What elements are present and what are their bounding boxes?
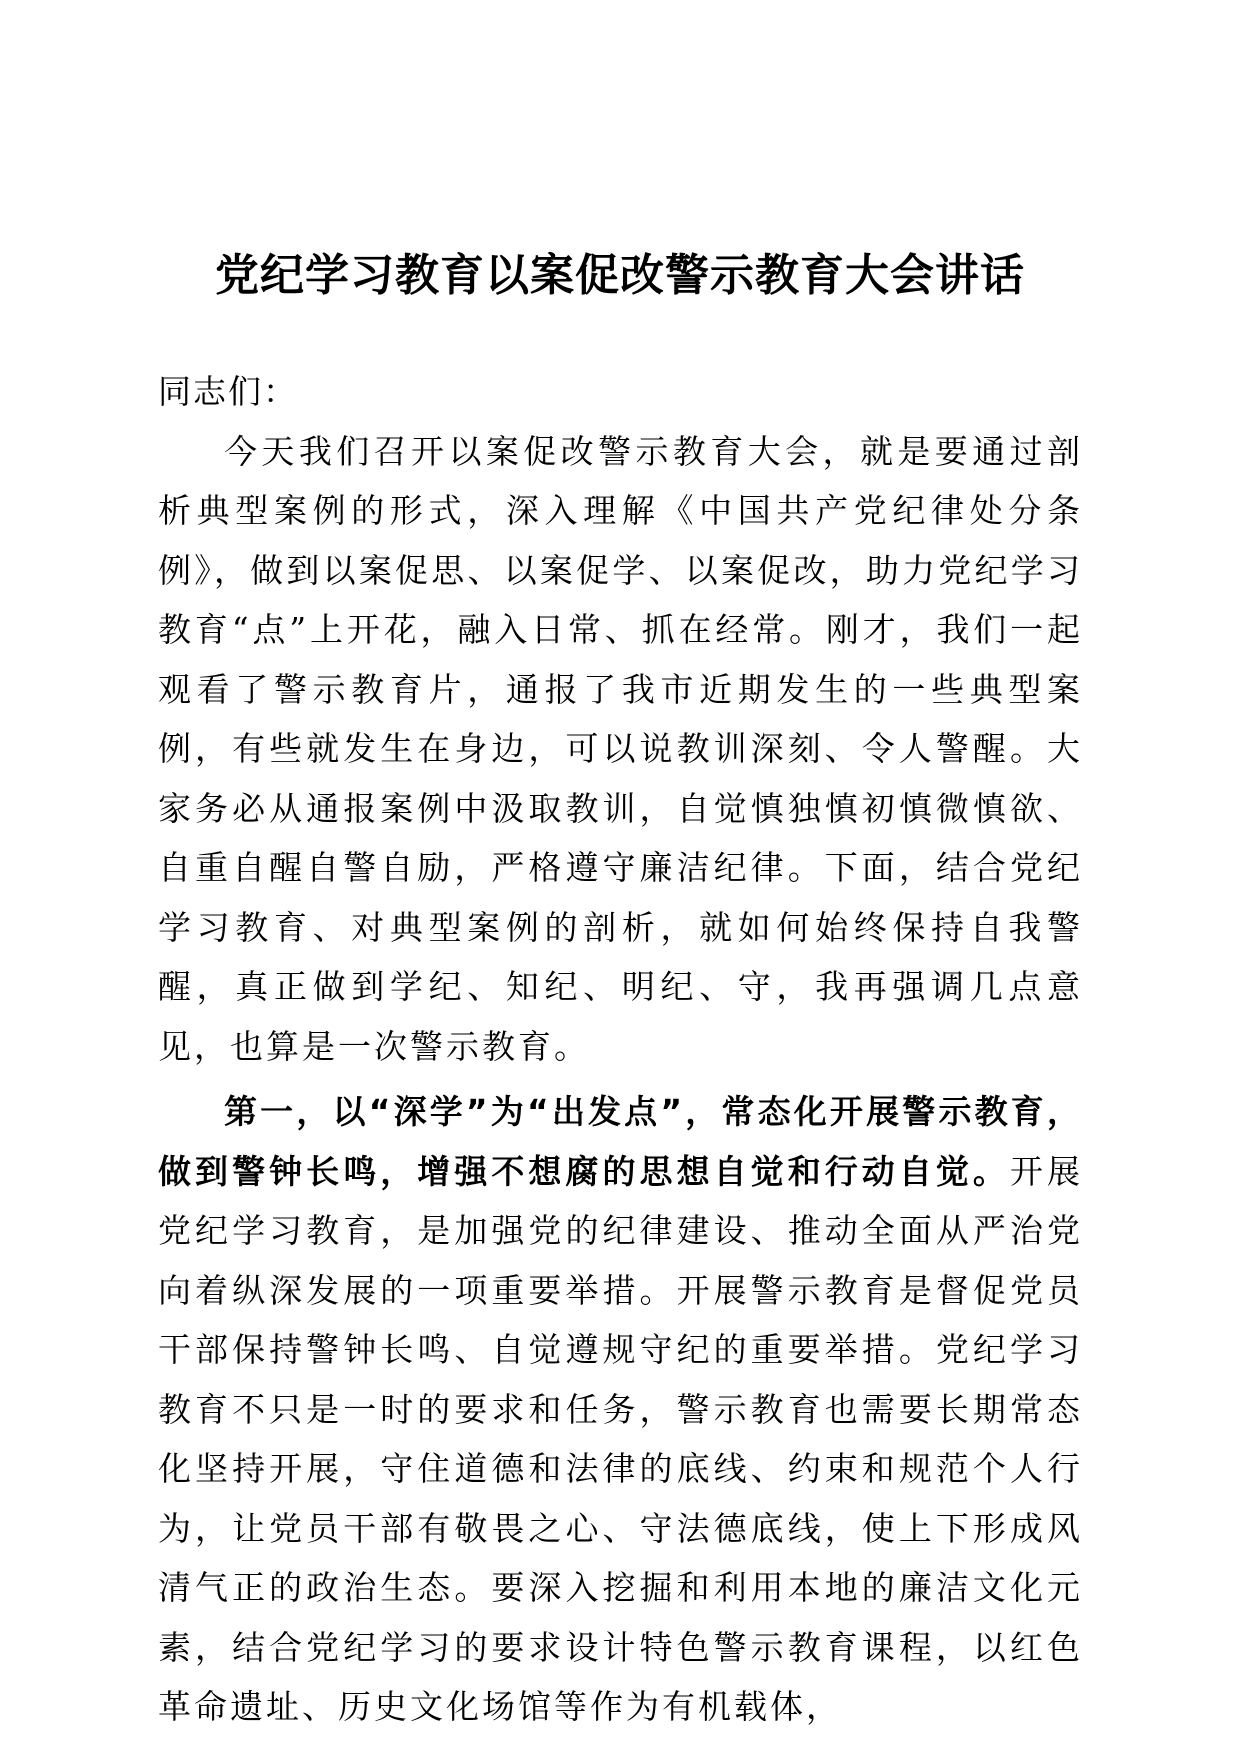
paragraph-intro [158, 422, 1083, 1077]
document-body [158, 362, 1083, 1737]
paragraph-text: 今天我们召开以案促改警示教育大会，就是要通过剖析典型案例的形式，深入理解《中国共产党纪律处分条例》，做到以案促思、以案促学、以案促改，助力党纪学习教育“点”上开花，融入日常、抓在经常。刚才，我们一起观看了警示教育片，通报了我市近期发生的一些典型案例，有些就发生在身边，可以说教训深刻、令人警醒。大家务必从通报案例中汲取教训，自觉慎独慎初慎微慎欲、自重自醒自警自励，严格遵守廉洁纪律。下面，结合党纪学习教育、对典型案例的剖析，就如何始终保持自我警醒，真正做到学纪、知纪、明纪、守，我再强调几点意见，也算是一次警示教育。 [158, 431, 1083, 1066]
salutation: 同志们： [158, 372, 298, 411]
paragraph-point-one [158, 1082, 1083, 1737]
paragraph-text: 开展党纪学习教育，是加强党的纪律建设、推动全面从严治党向着纵深发展的一项重要举措。开展警示教育是督促党员干部保持警钟长鸣、自觉遵规守纪的重要举措。党纪学习教育不只是一时的要求和任务，警示教育也需要长期常态化坚持开展，守住道德和法律的底线、约束和规范个人行为，让党员干部有敬畏之心、守法德底线，使上下形成风清气正的政治生态。要深入挖掘和利用本地的廉洁文化元素，结合党纪学习的要求设计特色警示教育课程，以红色革命遗址、历史文化场馆等作为有机载体， [158, 1151, 1084, 1726]
paragraph-heading: 第一，以“深学”为“出发点”，常态化开展警示教育，做到警钟长鸣，增强不想腐的思想自觉和行动自觉。 [158, 1092, 1083, 1191]
document-title: 党纪学习教育以案促改警示教育大会讲话 [215, 250, 1025, 301]
